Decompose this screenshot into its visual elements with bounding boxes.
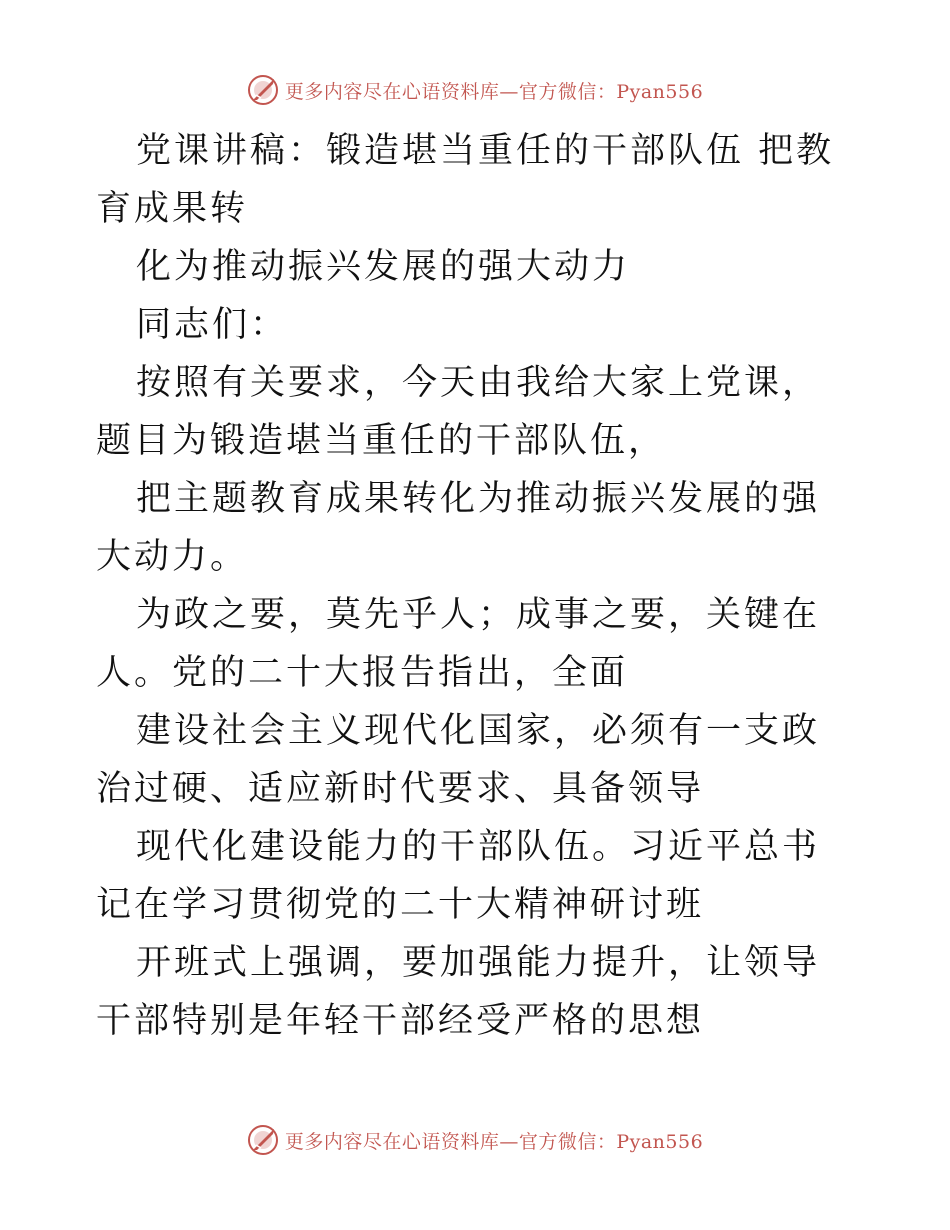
paragraph: 为政之要，莫先乎人；成事之要，关键在人。党的二十大报告指出，全面 (96, 595, 821, 693)
quill-logo-icon (247, 1124, 279, 1156)
watermark-header (0, 70, 950, 110)
watermark-text: 更多内容尽在心语资料库—官方微信：Pyan556 (284, 80, 704, 103)
watermark-footer (0, 1120, 950, 1160)
paragraph: 按照有关要求，今天由我给大家上党课，题目为锻造堪当重任的干部队伍， (96, 363, 821, 461)
salutation: 同志们： (136, 305, 289, 345)
paragraph: 把主题教育成果转化为推动振兴发展的强大动力。 (96, 479, 821, 577)
watermark-text: 更多内容尽在心语资料库—官方微信：Pyan556 (284, 1130, 704, 1153)
quill-logo-icon (247, 74, 279, 106)
document-body (96, 122, 856, 1050)
title-line-2: 化为推动振兴发展的强大动力 (136, 247, 631, 287)
paragraph: 建设社会主义现代化国家，必须有一支政治过硬、适应新时代要求、具备领导 (96, 711, 821, 809)
paragraph: 现代化建设能力的干部队伍。习近平总书记在学习贯彻党的二十大精神研讨班 (96, 827, 821, 925)
title-line-1: 党课讲稿：锻造堪当重任的干部队伍 把教育成果转 (96, 131, 835, 229)
paragraph: 开班式上强调，要加强能力提升，让领导干部特别是年轻干部经受严格的思想 (96, 943, 821, 1041)
